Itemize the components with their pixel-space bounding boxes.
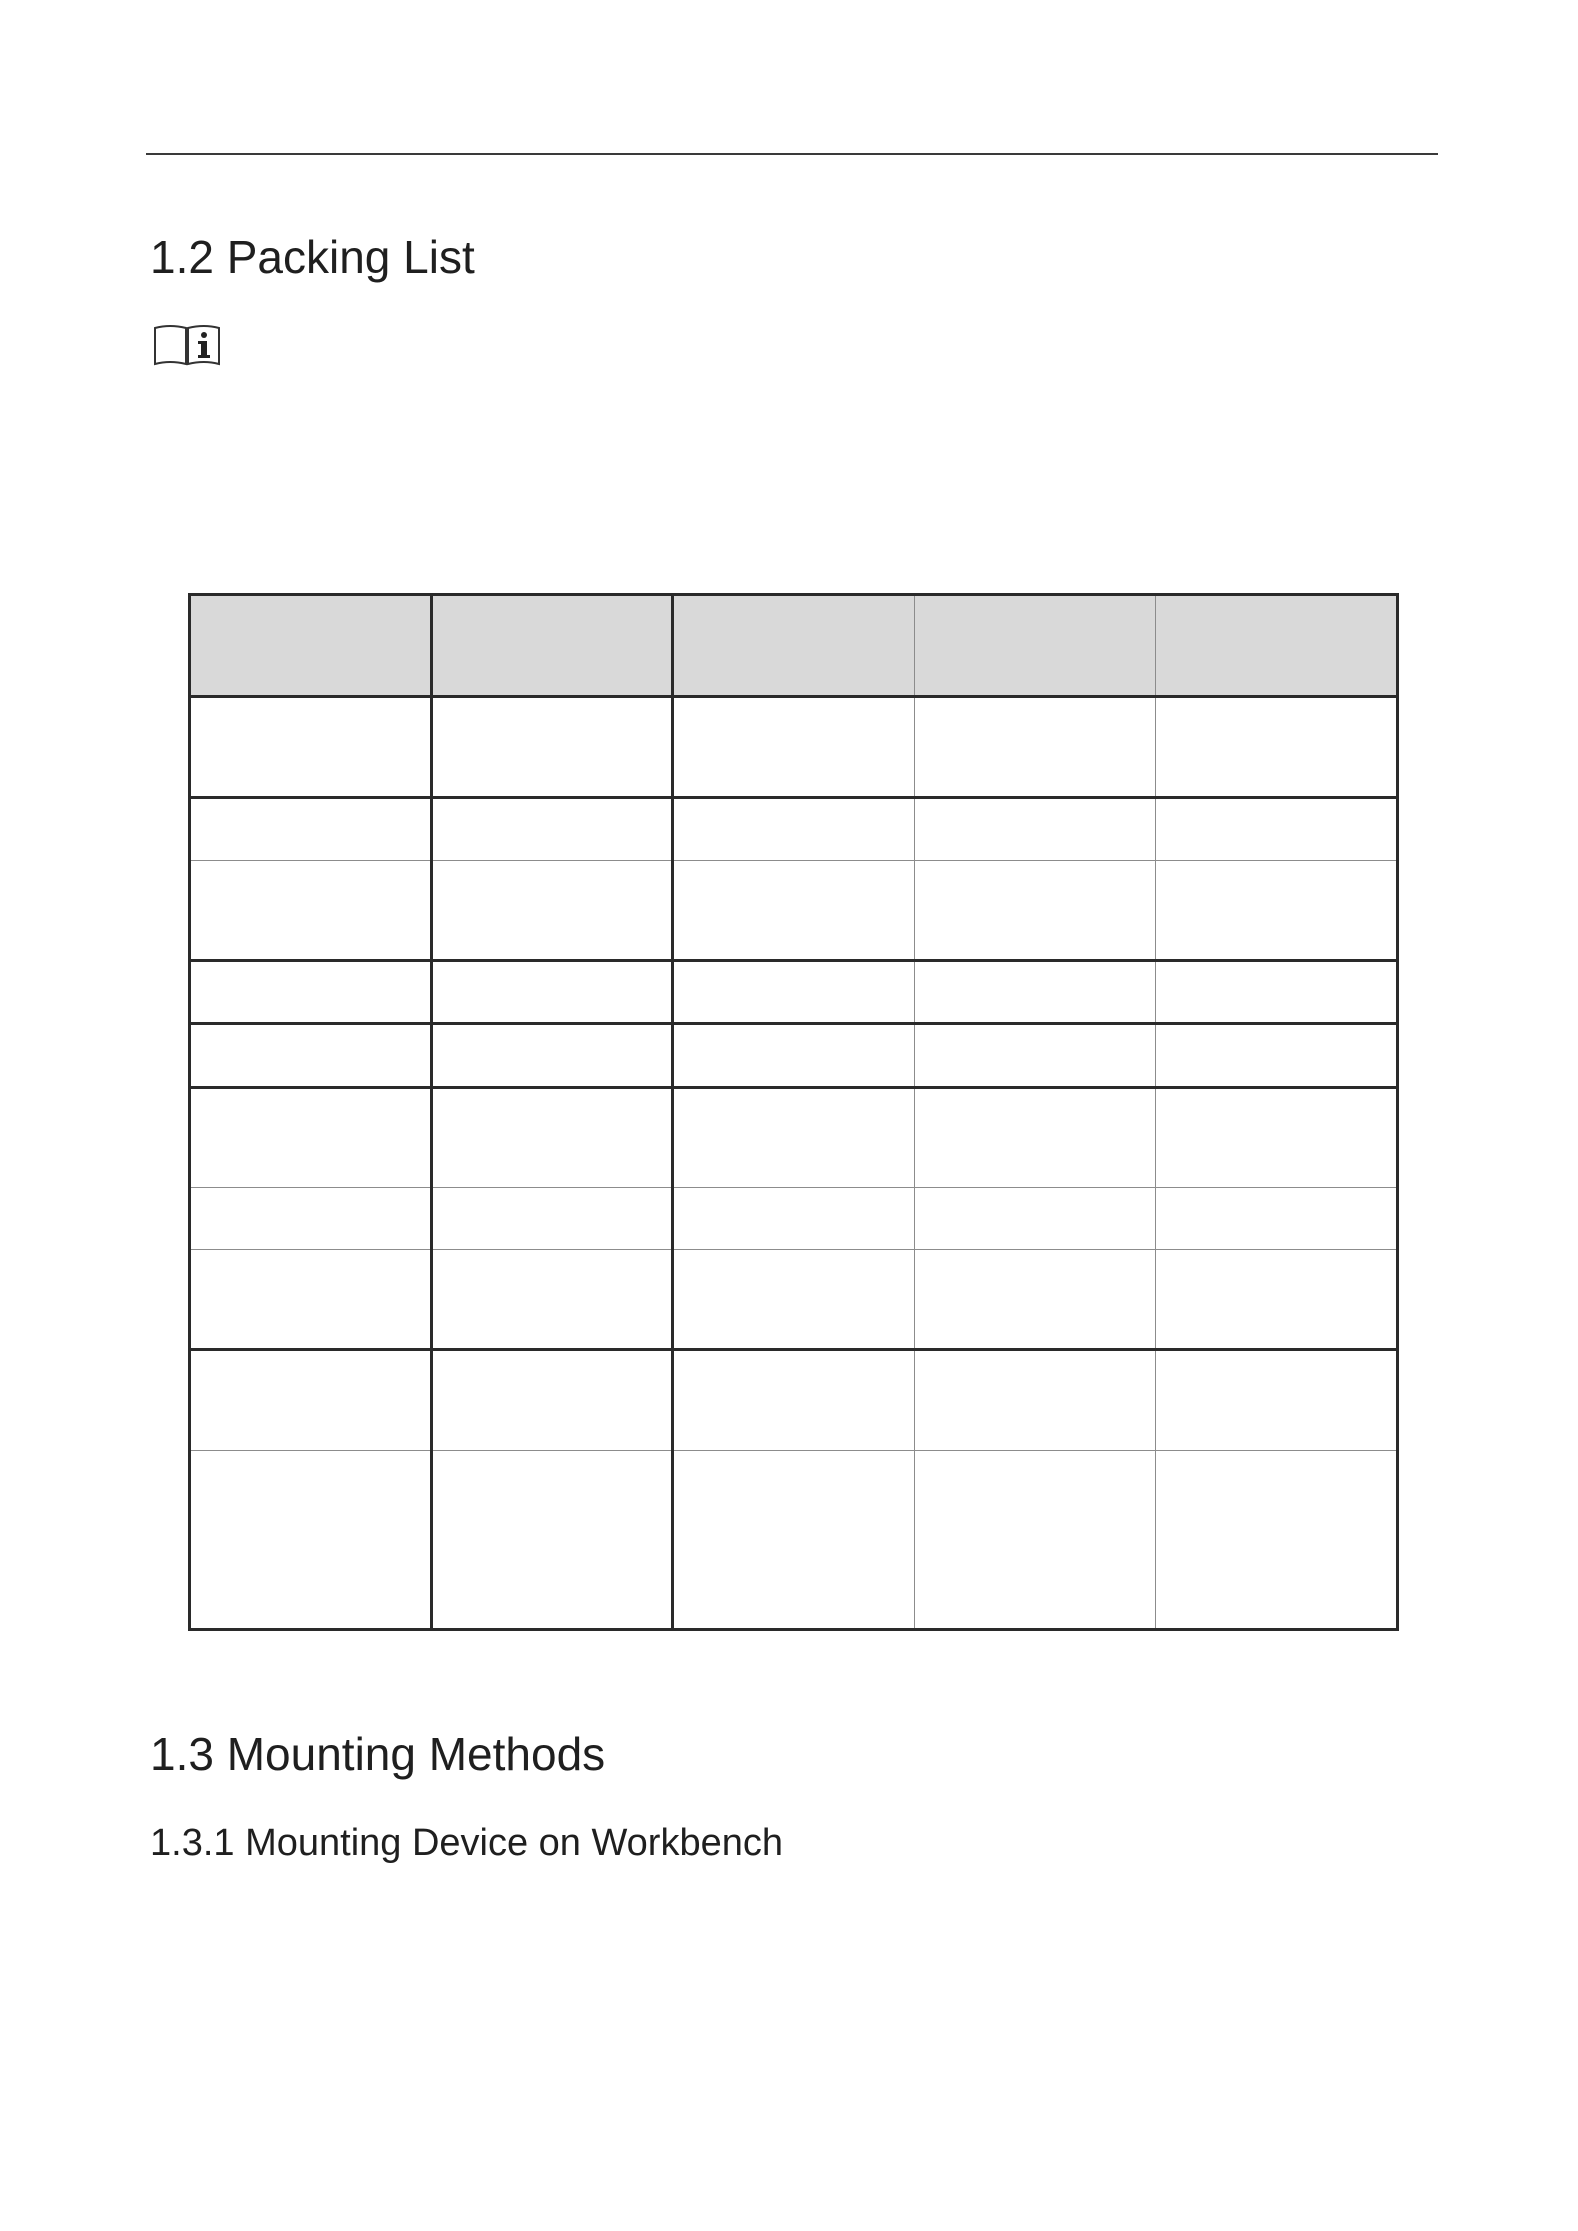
table-row: [190, 1350, 1398, 1451]
table-row: [190, 696, 1398, 798]
table-header-cell: [431, 595, 673, 697]
table-cell: [431, 1450, 673, 1629]
table-cell: [431, 696, 673, 798]
section-title-packing-list: 1.2 Packing List: [150, 231, 475, 283]
table-cell: [914, 961, 1156, 1024]
table-cell: [914, 1024, 1156, 1087]
table-cell: [673, 1024, 915, 1087]
table-cell: [914, 798, 1156, 860]
table-cell: [673, 1087, 915, 1188]
table-cell: [1156, 696, 1398, 798]
table-cell: [431, 1249, 673, 1350]
table-header-row: [190, 595, 1398, 697]
table-cell: [914, 1350, 1156, 1451]
table-cell: [673, 696, 915, 798]
table-cell: [431, 961, 673, 1024]
table-row: [190, 961, 1398, 1024]
section-title-mounting-methods: 1.3 Mounting Methods: [150, 1728, 606, 1780]
table-cell: [190, 1188, 432, 1249]
table-cell: [190, 1350, 432, 1451]
table-cell: [431, 1350, 673, 1451]
table-cell: [190, 1249, 432, 1350]
table-cell: [190, 1024, 432, 1087]
table-cell: [673, 1188, 915, 1249]
table-cell: [190, 1087, 432, 1188]
table-cell: [914, 1188, 1156, 1249]
table-header-cell: [1156, 595, 1398, 697]
table-cell: [431, 1087, 673, 1188]
table-row: [190, 1087, 1398, 1188]
table-cell: [431, 1188, 673, 1249]
table-row: [190, 1188, 1398, 1249]
table-cell: [190, 961, 432, 1024]
table-cell: [1156, 1249, 1398, 1350]
table-cell: [1156, 1087, 1398, 1188]
page-header-rule: [146, 153, 1438, 155]
table-cell: [1156, 1188, 1398, 1249]
table-row: [190, 1249, 1398, 1350]
table-cell: [673, 1249, 915, 1350]
table-cell: [1156, 961, 1398, 1024]
table-cell: [190, 696, 432, 798]
table-cell: [673, 798, 915, 860]
table-cell: [914, 696, 1156, 798]
info-book-icon: [152, 324, 222, 368]
table-cell: [431, 860, 673, 961]
table-cell: [190, 798, 432, 860]
table-row: [190, 860, 1398, 961]
table-header-cell: [190, 595, 432, 697]
table-header-cell: [914, 595, 1156, 697]
table-cell: [1156, 1450, 1398, 1629]
table-cell: [914, 1450, 1156, 1629]
table-cell: [190, 860, 432, 961]
table-row: [190, 1450, 1398, 1629]
packing-list-table: [188, 593, 1399, 1631]
table-cell: [431, 798, 673, 860]
table-cell: [431, 1024, 673, 1087]
table-cell: [673, 860, 915, 961]
table-cell: [914, 860, 1156, 961]
table-row: [190, 1024, 1398, 1087]
subsection-title-mounting-workbench: 1.3.1 Mounting Device on Workbench: [150, 1822, 783, 1864]
table-cell: [1156, 1350, 1398, 1451]
table-row: [190, 798, 1398, 860]
table-cell: [190, 1450, 432, 1629]
table-cell: [914, 1087, 1156, 1188]
table-header-cell: [673, 595, 915, 697]
table-cell: [1156, 860, 1398, 961]
table-cell: [1156, 1024, 1398, 1087]
table-cell: [1156, 798, 1398, 860]
table-cell: [673, 1450, 915, 1629]
table-cell: [914, 1249, 1156, 1350]
table-cell: [673, 1350, 915, 1451]
table-cell: [673, 961, 915, 1024]
